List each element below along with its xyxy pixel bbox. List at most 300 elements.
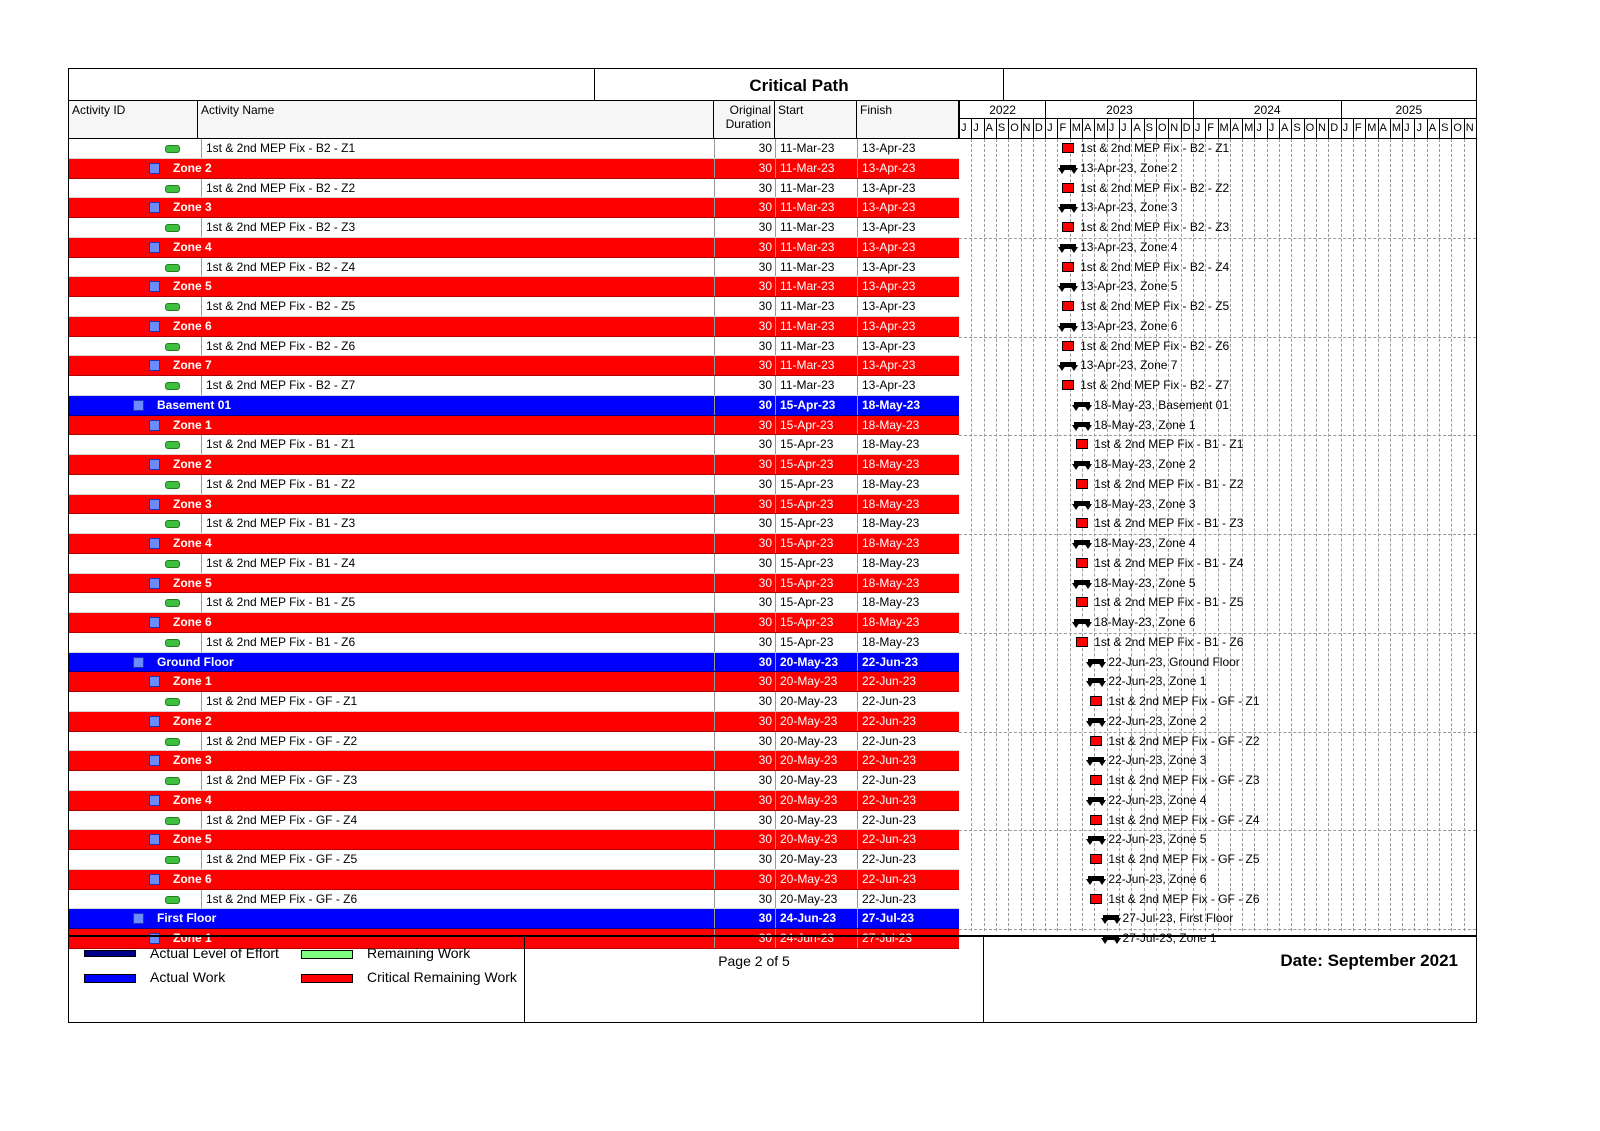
- finish-date: 22-Jun-23: [857, 830, 959, 849]
- gantt-bar-label: 13-Apr-23, Zone 5: [1080, 279, 1178, 294]
- gantt-bar-label: 22-Jun-23, Ground Floor: [1108, 654, 1240, 669]
- gantt-bar-label: 18-May-23, Zone 6: [1094, 615, 1196, 629]
- zone-row[interactable]: [69, 613, 959, 633]
- activity-row[interactable]: [69, 475, 959, 495]
- zone-row[interactable]: [69, 751, 959, 771]
- start-date: 20-May-23: [775, 672, 857, 691]
- gantt-summary-bar[interactable]: [1060, 204, 1076, 209]
- section-row[interactable]: [69, 396, 959, 416]
- start-date: 24-Jun-23: [775, 909, 857, 928]
- start-date: 11-Mar-23: [775, 337, 857, 356]
- finish-date: 18-May-23: [857, 455, 959, 474]
- gantt-activity-bar[interactable]: [1090, 854, 1102, 864]
- legend-swatch-level-of-effort: [84, 950, 136, 957]
- gantt-bar-label: 1st & 2nd MEP Fix - B1 - Z6: [1094, 634, 1244, 649]
- wbs-folder-icon[interactable]: [149, 676, 160, 687]
- gantt-summary-bar[interactable]: [1060, 323, 1076, 328]
- activity-bar-icon: [165, 599, 180, 607]
- month-gridline: [1378, 139, 1379, 931]
- month-gridline: [1279, 139, 1280, 931]
- start-date: 15-Apr-23: [775, 593, 857, 612]
- month-gridline: [1070, 139, 1071, 931]
- start-date: 20-May-23: [775, 653, 857, 672]
- original-duration: 30: [714, 850, 775, 869]
- start-date: 15-Apr-23: [775, 396, 857, 415]
- gantt-summary-bar[interactable]: [1088, 836, 1104, 841]
- gantt-activity-bar[interactable]: [1062, 222, 1074, 232]
- timeline-month: O: [1008, 119, 1020, 138]
- activity-row[interactable]: [69, 633, 959, 653]
- gantt-bar-label: 1st & 2nd MEP Fix - B2 - Z5: [1080, 299, 1230, 313]
- month-gridline: [1414, 139, 1415, 931]
- wbs-folder-icon[interactable]: [149, 242, 160, 253]
- zone-row[interactable]: [69, 574, 959, 594]
- activity-name: Zone 4: [173, 536, 212, 550]
- original-duration: 30: [714, 593, 775, 612]
- activity-name: Zone 1: [173, 417, 212, 432]
- wbs-folder-icon[interactable]: [149, 499, 160, 510]
- wbs-folder-icon[interactable]: [149, 321, 160, 332]
- activity-name: Zone 1: [173, 674, 212, 689]
- original-duration: 30: [714, 238, 775, 257]
- gantt-activity-bar[interactable]: [1076, 558, 1088, 568]
- gantt-activity-bar[interactable]: [1062, 301, 1074, 311]
- activity-row[interactable]: [69, 890, 959, 910]
- activity-row[interactable]: [69, 692, 959, 712]
- original-duration: 30: [714, 751, 775, 770]
- finish-date: 22-Jun-23: [857, 653, 959, 672]
- timeline-month: F: [1057, 119, 1069, 138]
- month-gridline: [1316, 139, 1317, 931]
- zone-row[interactable]: [69, 416, 959, 436]
- start-date: 15-Apr-23: [775, 574, 857, 593]
- gantt-activity-bar[interactable]: [1090, 815, 1102, 825]
- wbs-folder-icon[interactable]: [149, 360, 160, 371]
- month-gridline: [1045, 139, 1046, 931]
- row-gridline: [959, 633, 1476, 634]
- activity-name: 1st & 2nd MEP Fix - GF - Z5: [201, 850, 357, 869]
- gantt-activity-bar[interactable]: [1090, 736, 1102, 746]
- activity-bar-icon: [165, 817, 180, 825]
- activity-bar-icon: [165, 382, 180, 390]
- gantt-bar-label: 1st & 2nd MEP Fix - GF - Z1: [1108, 694, 1260, 708]
- finish-date: 22-Jun-23: [857, 791, 959, 810]
- original-duration: 30: [714, 554, 775, 573]
- activity-name: Zone 5: [173, 832, 212, 847]
- gantt-bar-label: 1st & 2nd MEP Fix - B1 - Z5: [1094, 595, 1244, 610]
- timeline-year: 2022: [959, 101, 1045, 119]
- original-duration: 30: [714, 179, 775, 198]
- gantt-summary-bar[interactable]: [1074, 461, 1090, 466]
- activity-bar-icon: [165, 639, 180, 647]
- gantt-activity-bar[interactable]: [1062, 262, 1074, 272]
- activity-bar-icon: [165, 145, 180, 153]
- activity-name: 1st & 2nd MEP Fix - GF - Z6: [201, 890, 357, 909]
- activity-row[interactable]: [69, 179, 959, 199]
- finish-date: 22-Jun-23: [857, 850, 959, 869]
- zone-row[interactable]: [69, 455, 959, 475]
- gantt-bar-label: 13-Apr-23, Zone 4: [1080, 239, 1178, 254]
- gantt-activity-bar[interactable]: [1062, 183, 1074, 193]
- finish-date: 13-Apr-23: [857, 218, 959, 237]
- wbs-folder-icon[interactable]: [149, 538, 160, 549]
- activity-row[interactable]: [69, 258, 959, 278]
- timeline-month: M: [1390, 119, 1402, 138]
- finish-date: 18-May-23: [857, 495, 959, 514]
- finish-date: 13-Apr-23: [857, 198, 959, 217]
- original-duration: 30: [714, 633, 775, 652]
- original-duration: 30: [714, 396, 775, 415]
- start-date: 15-Apr-23: [775, 554, 857, 573]
- activity-bar-icon: [165, 856, 180, 864]
- section-row[interactable]: [69, 653, 959, 673]
- document-date: Date: September 2021: [1280, 951, 1458, 970]
- gantt-summary-bar[interactable]: [1060, 362, 1076, 367]
- gantt-bar-label: 13-Apr-23, Zone 7: [1080, 358, 1178, 373]
- activity-name: 1st & 2nd MEP Fix - B1 - Z2: [201, 475, 355, 494]
- gantt-activity-bar[interactable]: [1076, 518, 1088, 528]
- month-gridline: [1033, 139, 1034, 931]
- timeline-year: 2023: [1045, 101, 1193, 119]
- zone-row[interactable]: [69, 870, 959, 890]
- activity-row[interactable]: [69, 297, 959, 317]
- gantt-activity-bar[interactable]: [1062, 380, 1074, 390]
- activity-name: Basement 01: [157, 397, 232, 412]
- legend-swatch-critical-remaining-work: [301, 974, 353, 983]
- zone-row[interactable]: [69, 159, 959, 179]
- start-date: 20-May-23: [775, 830, 857, 849]
- wbs-folder-icon[interactable]: [149, 459, 160, 470]
- activity-bar-icon: [165, 520, 180, 528]
- timeline-month: M: [1365, 119, 1377, 138]
- month-gridline: [1094, 139, 1095, 931]
- gantt-activity-bar[interactable]: [1090, 696, 1102, 706]
- zone-row[interactable]: [69, 277, 959, 297]
- start-date: 15-Apr-23: [775, 514, 857, 533]
- start-date: 11-Mar-23: [775, 198, 857, 217]
- activity-bar-icon: [165, 303, 180, 311]
- page-title: Critical Path: [594, 69, 1004, 101]
- original-duration: 30: [714, 139, 775, 158]
- month-gridline: [1082, 139, 1083, 931]
- legend-swatch-actual-work: [84, 974, 136, 983]
- month-gridline: [1390, 139, 1391, 931]
- activity-name: Zone 4: [173, 239, 212, 254]
- original-duration: 30: [714, 890, 775, 909]
- header-activity-name[interactable]: Activity Name: [198, 101, 714, 138]
- wbs-folder-icon[interactable]: [149, 617, 160, 628]
- legend-swatch-remaining-work: [301, 950, 353, 959]
- finish-date: 13-Apr-23: [857, 356, 959, 375]
- month-gridline: [1021, 139, 1022, 931]
- section-row[interactable]: [69, 909, 959, 929]
- finish-date: 22-Jun-23: [857, 771, 959, 790]
- timeline-month: N: [1316, 119, 1328, 138]
- original-duration: 30: [714, 653, 775, 672]
- timeline-month: F: [1205, 119, 1217, 138]
- finish-date: 27-Jul-23: [857, 909, 959, 928]
- gantt-activity-bar[interactable]: [1062, 143, 1074, 153]
- activity-row[interactable]: [69, 337, 959, 357]
- gantt-summary-bar[interactable]: [1074, 619, 1090, 624]
- start-date: 20-May-23: [775, 870, 857, 889]
- header-start[interactable]: Start: [775, 101, 857, 138]
- row-gridline: [959, 830, 1476, 831]
- original-duration: 30: [714, 514, 775, 533]
- month-gridline: [1464, 139, 1465, 931]
- start-date: 15-Apr-23: [775, 613, 857, 632]
- gantt-bar-label: 1st & 2nd MEP Fix - GF - Z2: [1108, 733, 1260, 748]
- zone-row[interactable]: [69, 534, 959, 554]
- gantt-bar-label: 13-Apr-23, Zone 2: [1080, 160, 1178, 175]
- finish-date: 13-Apr-23: [857, 159, 959, 178]
- activity-name: 1st & 2nd MEP Fix - B2 - Z4: [201, 258, 355, 277]
- month-gridline: [996, 139, 997, 931]
- gantt-summary-bar[interactable]: [1060, 283, 1076, 288]
- activity-row[interactable]: [69, 732, 959, 752]
- activity-name: Zone 1: [173, 931, 212, 945]
- original-duration: 30: [714, 791, 775, 810]
- activity-name: First Floor: [157, 911, 217, 926]
- gantt-summary-bar[interactable]: [1103, 915, 1119, 920]
- start-date: 15-Apr-23: [775, 633, 857, 652]
- finish-date: 13-Apr-23: [857, 139, 959, 158]
- timeline-month: J: [1107, 119, 1119, 138]
- gantt-bar-label: 1st & 2nd MEP Fix - B1 - Z1: [1094, 437, 1244, 452]
- timeline-month: A: [1082, 119, 1094, 138]
- header-activity-id[interactable]: Activity ID: [69, 101, 198, 138]
- gantt-summary-bar[interactable]: [1060, 165, 1076, 170]
- gantt-activity-bar[interactable]: [1090, 894, 1102, 904]
- gantt-bar-label: 18-May-23, Zone 1: [1094, 417, 1196, 432]
- timeline-year: 2025: [1341, 101, 1476, 119]
- activity-row[interactable]: [69, 139, 959, 159]
- gantt-bar-label: 22-Jun-23, Zone 2: [1108, 713, 1207, 728]
- timeline-month: S: [1144, 119, 1156, 138]
- gantt-bar-label: 1st & 2nd MEP Fix - B2 - Z2: [1080, 180, 1230, 195]
- wbs-folder-icon[interactable]: [149, 834, 160, 845]
- activity-name: Zone 3: [173, 200, 212, 215]
- wbs-folder-icon[interactable]: [149, 420, 160, 431]
- activity-name: Zone 6: [173, 871, 212, 886]
- finish-date: 22-Jun-23: [857, 732, 959, 751]
- activity-name: Zone 5: [173, 575, 212, 590]
- timeline-month: N: [1168, 119, 1180, 138]
- activity-bar-icon: [165, 560, 180, 568]
- activity-row[interactable]: [69, 435, 959, 455]
- column-headers: [69, 101, 959, 139]
- activity-name: 1st & 2nd MEP Fix - B2 - Z7: [201, 376, 355, 395]
- timeline-month: A: [1427, 119, 1439, 138]
- activity-name: Zone 5: [173, 279, 212, 294]
- gantt-bar-label: 18-May-23, Zone 3: [1094, 496, 1196, 511]
- zone-row[interactable]: [69, 495, 959, 515]
- activity-row[interactable]: [69, 376, 959, 396]
- gantt-summary-bar[interactable]: [1074, 422, 1090, 427]
- month-gridline: [1439, 139, 1440, 931]
- gantt-activity-bar[interactable]: [1076, 439, 1088, 449]
- timeline-month: J: [959, 119, 971, 138]
- start-date: 20-May-23: [775, 771, 857, 790]
- legend-critical-remaining-work: Critical Remaining Work: [367, 969, 517, 985]
- gantt-activity-bar[interactable]: [1062, 341, 1074, 351]
- gantt-bar-label: 1st & 2nd MEP Fix - GF - Z5: [1108, 852, 1260, 866]
- timeline-month: M: [1218, 119, 1230, 138]
- gantt-summary-bar[interactable]: [1074, 540, 1090, 545]
- gantt-activity-bar[interactable]: [1090, 775, 1102, 785]
- wbs-folder-icon[interactable]: [149, 163, 160, 174]
- start-date: 15-Apr-23: [775, 435, 857, 454]
- gantt-summary-bar[interactable]: [1088, 718, 1104, 723]
- original-duration: 30: [714, 909, 775, 928]
- zone-row[interactable]: [69, 672, 959, 692]
- wbs-folder-icon[interactable]: [149, 578, 160, 589]
- gantt-summary-bar[interactable]: [1088, 659, 1104, 664]
- gantt-bar-label: 22-Jun-23, Zone 5: [1108, 832, 1207, 847]
- start-date: 11-Mar-23: [775, 258, 857, 277]
- timeline-month: N: [1021, 119, 1033, 138]
- start-date: 11-Mar-23: [775, 238, 857, 257]
- zone-row[interactable]: [69, 712, 959, 732]
- gantt-bar-label: 1st & 2nd MEP Fix - GF - Z4: [1108, 812, 1260, 827]
- timeline-month: M: [1070, 119, 1082, 138]
- zone-row[interactable]: [69, 238, 959, 258]
- finish-date: 13-Apr-23: [857, 179, 959, 198]
- gantt-summary-bar[interactable]: [1060, 244, 1076, 249]
- original-duration: 30: [714, 870, 775, 889]
- gantt-bar-label: 27-Jul-23, First Floor: [1122, 911, 1234, 926]
- activity-row[interactable]: [69, 593, 959, 613]
- gantt-summary-bar[interactable]: [1074, 501, 1090, 506]
- activity-name: Ground Floor: [157, 654, 234, 669]
- gantt-activity-bar[interactable]: [1076, 637, 1088, 647]
- header-finish[interactable]: Finish: [857, 101, 959, 138]
- timeline-month: J: [971, 119, 983, 138]
- original-duration: 30: [714, 613, 775, 632]
- gantt-bar-label: 1st & 2nd MEP Fix - B2 - Z6: [1080, 338, 1230, 353]
- gantt-summary-bar[interactable]: [1074, 402, 1090, 407]
- start-date: 15-Apr-23: [775, 475, 857, 494]
- original-duration: 30: [714, 277, 775, 296]
- timeline-month: A: [1230, 119, 1242, 138]
- original-duration: 30: [714, 534, 775, 553]
- schedule-sheet: [68, 68, 1477, 1023]
- activity-bar-icon: [165, 738, 180, 746]
- activity-name: 1st & 2nd MEP Fix - B2 - Z3: [201, 218, 355, 237]
- wbs-folder-icon[interactable]: [133, 913, 144, 924]
- row-gridline: [959, 435, 1476, 436]
- month-gridline: [1304, 139, 1305, 931]
- gantt-summary-bar[interactable]: [1088, 678, 1104, 683]
- finish-date: 13-Apr-23: [857, 258, 959, 277]
- activity-name: Zone 2: [173, 713, 212, 728]
- activity-bar-icon: [165, 896, 180, 904]
- activity-row[interactable]: [69, 811, 959, 831]
- activity-bar-icon: [165, 698, 180, 706]
- wbs-folder-icon[interactable]: [133, 400, 144, 411]
- activity-name: 1st & 2nd MEP Fix - B2 - Z5: [201, 297, 355, 316]
- wbs-folder-icon[interactable]: [149, 795, 160, 806]
- original-duration: 30: [714, 337, 775, 356]
- gantt-bar-label: 1st & 2nd MEP Fix - B2 - Z3: [1080, 220, 1230, 234]
- month-gridline: [1402, 139, 1403, 931]
- gantt-activity-bar[interactable]: [1076, 597, 1088, 607]
- gantt-bar-label: 1st & 2nd MEP Fix - B2 - Z4: [1080, 259, 1230, 274]
- activity-name: 1st & 2nd MEP Fix - GF - Z2: [201, 732, 357, 751]
- gantt-summary-bar[interactable]: [1088, 876, 1104, 881]
- zone-row[interactable]: [69, 356, 959, 376]
- gantt-activity-bar[interactable]: [1076, 479, 1088, 489]
- finish-date: 18-May-23: [857, 475, 959, 494]
- activity-row[interactable]: [69, 771, 959, 791]
- timeline-month: D: [1181, 119, 1193, 138]
- wbs-folder-icon[interactable]: [133, 657, 144, 668]
- start-date: 11-Mar-23: [775, 159, 857, 178]
- timeline-month: O: [1304, 119, 1316, 138]
- wbs-folder-icon[interactable]: [149, 202, 160, 213]
- zone-row[interactable]: [69, 317, 959, 337]
- wbs-folder-icon[interactable]: [149, 281, 160, 292]
- finish-date: 13-Apr-23: [857, 277, 959, 296]
- month-gridline: [1008, 139, 1009, 931]
- gantt-summary-bar[interactable]: [1074, 580, 1090, 585]
- row-gridline: [959, 732, 1476, 733]
- activity-name: 1st & 2nd MEP Fix - B2 - Z6: [201, 337, 355, 356]
- zone-row[interactable]: [69, 198, 959, 218]
- start-date: 20-May-23: [775, 692, 857, 711]
- timeline-month: M: [1094, 119, 1106, 138]
- activity-row[interactable]: [69, 218, 959, 238]
- start-date: 20-May-23: [775, 890, 857, 909]
- timeline-month: J: [1193, 119, 1205, 138]
- activity-bar-icon: [165, 441, 180, 449]
- zone-row[interactable]: [69, 791, 959, 811]
- gantt-summary-bar[interactable]: [1088, 797, 1104, 802]
- wbs-folder-icon[interactable]: [149, 874, 160, 885]
- activity-name: Zone 2: [173, 457, 212, 471]
- activity-name: 1st & 2nd MEP Fix - B2 - Z2: [201, 179, 355, 198]
- activity-row[interactable]: [69, 554, 959, 574]
- start-date: 20-May-23: [775, 732, 857, 751]
- month-gridline: [971, 139, 972, 931]
- gantt-bar-label: 1st & 2nd MEP Fix - B1 - Z3: [1094, 516, 1244, 531]
- finish-date: 13-Apr-23: [857, 337, 959, 356]
- zone-row[interactable]: [69, 830, 959, 850]
- finish-date: 22-Jun-23: [857, 870, 959, 889]
- original-duration: 30: [714, 495, 775, 514]
- activity-name: Zone 6: [173, 615, 212, 629]
- page-number: Page 2 of 5: [524, 937, 984, 1022]
- start-date: 20-May-23: [775, 751, 857, 770]
- timeline-month: J: [1045, 119, 1057, 138]
- activity-row[interactable]: [69, 514, 959, 534]
- wbs-folder-icon[interactable]: [149, 716, 160, 727]
- timeline-month: J: [1414, 119, 1426, 138]
- activity-row[interactable]: [69, 850, 959, 870]
- gantt-summary-bar[interactable]: [1088, 757, 1104, 762]
- finish-date: 18-May-23: [857, 593, 959, 612]
- wbs-folder-icon[interactable]: [149, 755, 160, 766]
- activity-name: Zone 6: [173, 318, 212, 333]
- gantt-chart: [959, 139, 1476, 945]
- timeline-month: N: [1464, 119, 1476, 138]
- original-duration: 30: [714, 712, 775, 731]
- header-original-duration[interactable]: Original Duration: [714, 101, 775, 138]
- timeline-month: J: [1119, 119, 1131, 138]
- finish-date: 22-Jun-23: [857, 672, 959, 691]
- gantt-bar-label: 1st & 2nd MEP Fix - B1 - Z2: [1094, 476, 1244, 491]
- original-duration: 30: [714, 258, 775, 277]
